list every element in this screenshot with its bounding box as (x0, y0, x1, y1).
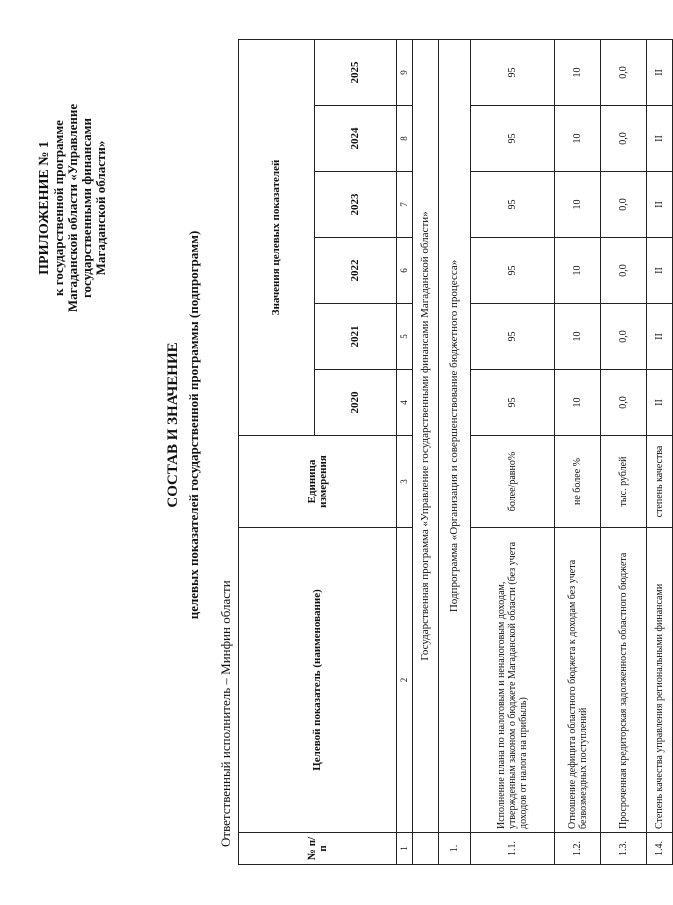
table-row (601, 39, 647, 864)
document-title: СОСТАВ И ЗНАЧЕНИЕ (165, 342, 181, 508)
appendix-line: к государственной программе (51, 120, 66, 296)
header-year: 2025 (315, 39, 397, 105)
program-title: Государственная программа «Управление государственными финансами Магаданской области» (413, 39, 439, 832)
header-name: Целевой показатель (наименование) (239, 528, 397, 833)
row-num: 1.3. (601, 833, 647, 865)
row-value: 10 (555, 39, 601, 105)
row-value: 95 (471, 39, 555, 105)
row-value: 95 (471, 172, 555, 238)
header-num: № п/п (239, 833, 397, 865)
row-num: 1.1. (471, 833, 555, 865)
table-row (471, 39, 555, 864)
header-year: 2023 (315, 172, 397, 238)
row-name: Исполнение плана по налоговым и неналоговым доходам, утвержденным законом о бюджете Магаданской области (без учета доходов от налога на прибыль) (471, 528, 555, 833)
row-value: 10 (555, 106, 601, 172)
appendix-line: Магаданской области» (93, 140, 108, 276)
table-row (647, 39, 673, 864)
row-value: II (647, 238, 673, 304)
program-num-cell (413, 833, 439, 865)
column-number: 3 (397, 436, 413, 528)
column-number: 8 (397, 106, 413, 172)
header-year: 2021 (315, 304, 397, 370)
row-value: 95 (471, 238, 555, 304)
row-value: II (647, 304, 673, 370)
row-value: II (647, 39, 673, 105)
appendix-line: Магаданской области «Управление (65, 103, 80, 313)
program-row (413, 39, 439, 864)
table-row (555, 39, 601, 864)
row-name: Степень качества управления региональными финансами (647, 528, 673, 833)
row-value: II (647, 106, 673, 172)
subprogram-title: Подпрограмма «Организация и совершенствование бюджетного процесса» (439, 39, 471, 832)
header-values-group: Значения целевых показателей (239, 39, 315, 435)
row-value: II (647, 370, 673, 436)
row-value: 95 (471, 304, 555, 370)
column-number: 4 (397, 370, 413, 436)
row-value: 10 (555, 238, 601, 304)
column-number: 6 (397, 238, 413, 304)
row-value: 10 (555, 370, 601, 436)
document-subtitle: целевых показателей государственной программы (подпрограмм) (186, 230, 201, 620)
row-num: 1.2. (555, 833, 601, 865)
row-value: 0,0 (601, 39, 647, 105)
row-value: 0,0 (601, 106, 647, 172)
row-unit: более/равно% (471, 436, 555, 528)
header-year: 2020 (315, 370, 397, 436)
row-value: 0,0 (601, 172, 647, 238)
row-name: Отношение дефицита областного бюджета к доходам без учета безвозмездных поступлений (555, 528, 601, 833)
appendix-line: государственными финансами (79, 117, 94, 299)
column-number: 2 (397, 528, 413, 833)
column-number: 7 (397, 172, 413, 238)
row-num: 1.4. (647, 833, 673, 865)
row-unit: не более % (555, 436, 601, 528)
header-unit: Единица измерения (239, 436, 397, 528)
table-header-row (239, 39, 315, 864)
column-number: 5 (397, 304, 413, 370)
column-number: 1 (397, 833, 413, 865)
row-unit: степень качества (647, 436, 673, 528)
row-value: 0,0 (601, 304, 647, 370)
row-value: II (647, 172, 673, 238)
indicators-table (238, 39, 673, 865)
row-value: 0,0 (601, 370, 647, 436)
row-name: Просроченная кредиторская задолженность областного бюджета (601, 528, 647, 833)
column-number-row (397, 39, 413, 864)
row-value: 95 (471, 106, 555, 172)
row-value: 10 (555, 304, 601, 370)
row-value: 10 (555, 172, 601, 238)
appendix-title: ПРИЛОЖЕНИЕ № 1 (37, 141, 52, 275)
subprogram-num: 1. (439, 833, 471, 865)
subprogram-row (439, 39, 471, 864)
header-year: 2024 (315, 106, 397, 172)
row-unit: тыс. рублей (601, 436, 647, 528)
document-heading (165, 75, 202, 775)
row-value: 0,0 (601, 238, 647, 304)
responsible-executor: Ответственный исполнитель – Минфин области (218, 580, 233, 847)
row-value: 95 (471, 370, 555, 436)
appendix-header (38, 103, 108, 313)
column-number: 9 (397, 39, 413, 105)
header-year: 2022 (315, 238, 397, 304)
